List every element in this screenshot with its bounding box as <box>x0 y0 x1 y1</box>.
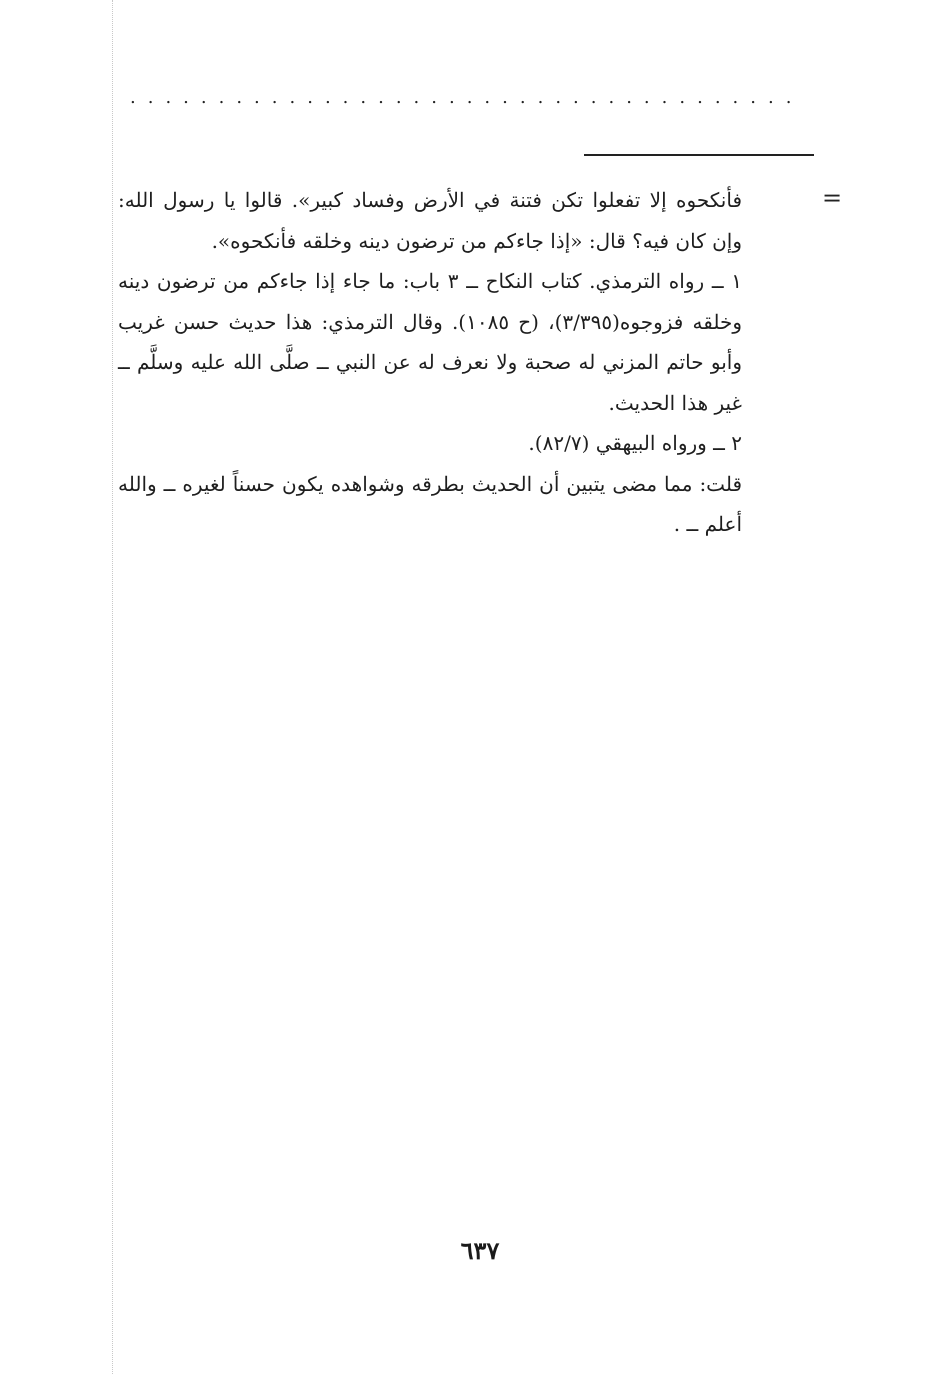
footnote-2: ٢ ــ ورواه البيهقي (٨٢/٧). <box>528 431 742 455</box>
footnote-rule <box>584 154 814 156</box>
scan-edge-dots <box>112 0 113 1374</box>
footnote-continuation: فأنكحوه إلا تفعلوا تكن فتنة في الأرض وفساد كبير». قالوا يا رسول الله: وإن كان فيه؟ قال: «إذا جاءكم من ترضون دينه وخلقه فأنكحوه». <box>118 188 742 253</box>
continuation-marker: = <box>822 184 843 212</box>
author-note: قلت: مما مضى يتبين أن الحديث بطرقه وشواهده يكون حسناً لغيره ــ والله أعلم ــ . <box>118 471 742 536</box>
page-number: ٦٣٧ <box>460 1236 500 1265</box>
footnote-1: ١ ــ رواه الترمذي. كتاب النكاح ــ ٣ باب: ما جاء إذا جاءكم من ترضون دينه وخلقه فزوجوه(٣/٣٩٥)، (ح ١٠٨٥). وقال الترمذي: هذا حديث حسن غريب وأبو حاتم المزني له صحبة ولا نعرف له عن النبي ــ صلَّى الله عليه وسلَّم ــ غير هذا الحديث. <box>118 269 743 415</box>
footnotes-block <box>118 180 742 545</box>
dotted-separator: ...................................... <box>130 90 804 106</box>
